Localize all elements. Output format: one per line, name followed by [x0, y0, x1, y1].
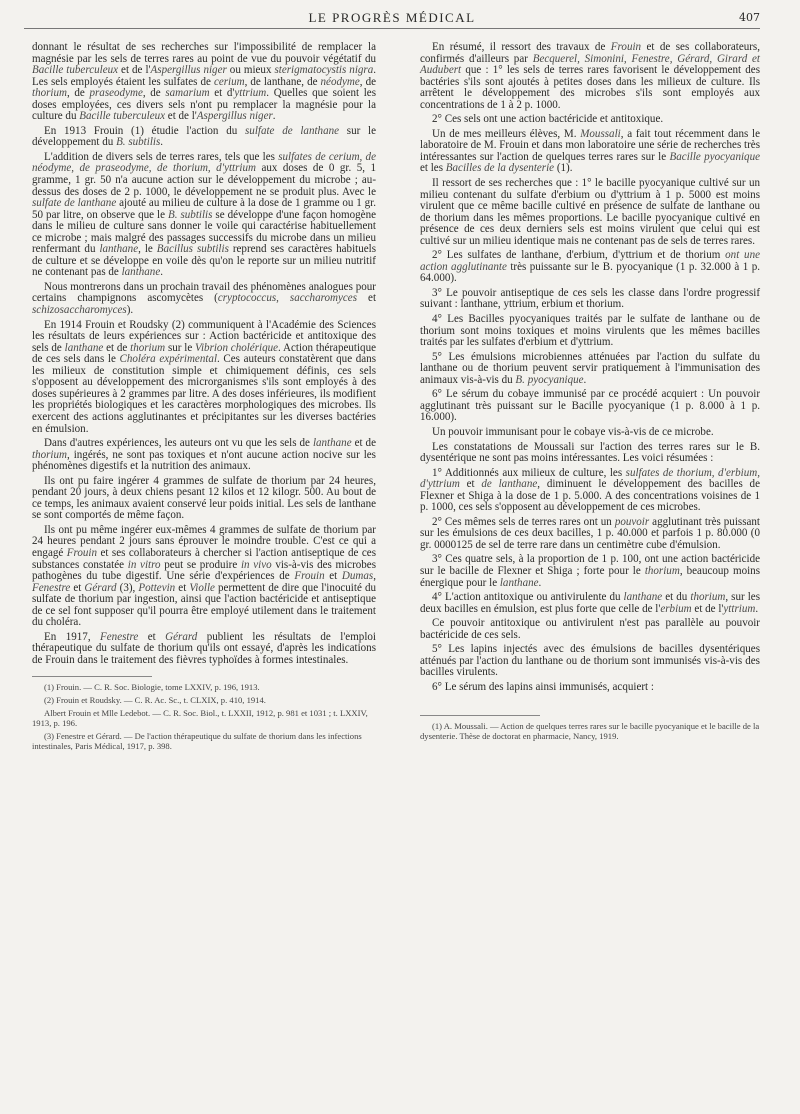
paragraph: Un de mes meilleurs élèves, M. Moussali, a fait tout récemment dans le laboratoire de M. Frouin et dans mon laboratoire une série de recherches très intéressantes sur l'action de quelques terres rares sur le Bacille pyocyanique et les Bacilles de la dysenterie (1). — [420, 127, 760, 175]
footnote: Albert Frouin et Mlle Ledebot. — C. R. Soc. Biol., t. LXXII, 1912, p. 981 et 1031 ; t. LXXIV, 1913, p. 196. — [32, 708, 368, 729]
footnote: (1) Frouin. — C. R. Soc. Biologie, tome LXXIV, p. 196, 1913. — [44, 682, 260, 693]
paragraph: 5° Les émulsions microbiennes atténuées par l'action du sulfate du lanthane ou de thorium peuvent servir pratiquement à l'immunisation des animaux vis-à-vis du B. pyocyanique. — [420, 350, 760, 386]
footnote: (2) Frouin et Roudsky. — C. R. Ac. Sc., t. CLXIX, p. 410, 1914. — [44, 695, 266, 706]
footnote-divider — [32, 676, 152, 677]
paragraph: 2° Ces sels ont une action bactéricide et antitoxique. — [432, 113, 664, 126]
journal-title: LE PROGRÈS MÉDICAL — [308, 10, 476, 25]
running-header — [24, 8, 760, 29]
paragraph: Les constatations de Moussali sur l'action des terres rares sur le B. dysentérique ne sont pas moins intéressantes. Les voici résumées : — [420, 440, 760, 465]
paragraph: Nous montrerons dans un prochain travail des phénomènes analogues pour certains champignons ascomycètes (cryptococcus, saccharomyces et schizosaccharomyces). — [32, 280, 377, 317]
paragraph: Un pouvoir immunisant pour le cobaye vis-à-vis de ce microbe. — [432, 425, 714, 438]
right-column — [420, 42, 760, 744]
paragraph: 6° Le sérum du cobaye immunisé par ce procédé acquiert : Un pouvoir agglutinant très puissant sur le Bacille pyocyanique (1 p. 8.000 à 1 p. 16.000). — [420, 388, 760, 424]
paragraph: 2° Ces mêmes sels de terres rares ont un pouvoir agglutinant très puissant sur les émulsions de ces deux bacilles, 1 p. 40.000 et parfois 1 p. 80.000 (0 gr. 0000125 de sel de terre rare dans un centimètre cube d'émulsion. — [420, 515, 760, 551]
footnote: (3) Fenestre et Gérard. — De l'action thérapeutique du sulfate de thorium dans les infections intestinales, Paris Médical, 1917, p. 398. — [32, 731, 362, 752]
paragraph: 4° Les Bacilles pyocyaniques traités par le sulfate de lanthane ou de thorium sont moins toxiques et moins virulents que les mêmes bacilles traités par les sulfates d'erbium et d'yttrium. — [420, 313, 760, 349]
footnote: (1) A. Moussali. — Action de quelques terres rares sur le bacille pyocyanique et le bacille de la dysenterie. Thèse de doctorat en pharmacie, Nancy, 1919. — [420, 721, 760, 742]
paragraph: 5° Les lapins injectés avec des émulsions de bacilles dysentériques atténués par l'action du lanthane ou de thorium sont immunisés vis-à-vis des bacilles virulents. — [420, 643, 760, 679]
page-number: 407 — [739, 11, 760, 24]
paragraph: 3° Le pouvoir antiseptique de ces sels les classe dans l'ordre progressif suivant : lanthane, yttrium, erbium et thorium. — [420, 286, 760, 311]
paragraph: 1° Additionnés aux milieux de culture, les sulfates de thorium, d'erbium, d'yttrium et de lanthane, diminuent le développement des bacilles de Flexner et Shiga à la dose de 1 p. 5.000. A des concentrations voisines de 1 p. 1000, ces sels s'opposent au développement de ces microbes. — [420, 466, 760, 514]
paragraph: 6° Le sérum des lapins ainsi immunisés, acquiert : — [432, 680, 654, 693]
paragraph: donnant le résultat de ses recherches sur l'impossibilité de remplacer la magnésie par les sels de terres rares au point de vue du pouvoir végétatif du Bacille tuberculeux et de l'Aspergillus niger ou mieux sterigmatocystis nigra. Les sels employés étaient les sulfates de cerium, de lanthane, de néodyme, de thorium, de praseodyme, de samarium et d'yttrium. Quelles que soient les doses employées, ces divers sels n'ont pu remplacer la magnésie pour la culture du Bacille tuberculeux et de l'Aspergillus niger. — [32, 41, 377, 123]
paragraph: Il ressort de ses recherches que : 1° le bacille pyocyanique cultivé sur un milieu contenant du sulfate d'erbium ou d'yttrium à 1 p. 5000 est moins virulent que ce même bacille cultivé en présence de sulfate de lanthane ou de thorium dans les mêmes proportions. Le bacille pyocyanique cultivé en présence de ces deux derniers sels est moins virulent que celui qui est cultivé sur un milieu identique mais ne contenant pas de sels de terres rares. — [420, 177, 760, 247]
paragraph: 3° Ces quatre sels, à la proportion de 1 p. 100, ont une action bactéricide sur le bacille de Flexner et Shiga ; forte pour le thorium, beaucoup moins énergique pour le lanthane. — [420, 553, 760, 589]
paragraph: En 1913 Frouin (1) étudie l'action du sulfate de lanthane sur le développement du B. subtilis. — [32, 124, 376, 149]
paragraph: En 1914 Frouin et Roudsky (2) communiquent à l'Académie des Sciences les résultats de leurs expériences sur : Action bactéricide et antitoxique des sels de lanthane et de thorium sur le Vibrion cholérique. Action thérapeutique de ces sels dans le Choléra expérimental. Ces auteurs constatèrent que dans les milieux de constitution simple et chimiquement définis, ces sels s'opposent au développement des microrganismes s'ils sont employés à des doses supérieures à 2 grammes par litre. A des doses inférieures, ils modifient les propriétés biologiques et les caractères morphologiques des microbes. Ils exercent des actions agglutinantes et précipitantes sur les diverses bactéries en émulsion. — [32, 318, 377, 435]
paragraph: 4° L'action antitoxique ou antivirulente du lanthane et du thorium, sur les deux bacilles en émulsion, est plus forte que celle de l'erbium et de l'yttrium. — [420, 591, 760, 615]
paragraph: 2° Les sulfates de lanthane, d'erbium, d'yttrium et de thorium ont une action agglutinante très puissante sur le B. pyocyanique (1 p. 32.000 à 1 p. 64.000). — [420, 249, 760, 285]
paragraph: Ce pouvoir antitoxique ou antivirulent n'est pas parallèle au pouvoir bactéricide de ces sels. — [420, 617, 760, 641]
paragraph: En résumé, il ressort des travaux de Frouin et de ses collaborateurs, confirmés d'ailleurs par Becquerel, Simonini, Fenestre, Gérard, Girard et Audubert que : 1° les sels de terres rares favorisent le développement des bactéries s'ils sont ajoutés à petites doses dans les milieux de culture. Ils arrêtent le développement des microbes s'ils sont employés aux concentrations de 1 à 2 p. 1000. — [420, 41, 760, 111]
paragraph: Dans d'autres expériences, les auteurs ont vu que les sels de lanthane et de thorium, ingérés, ne sont pas toxiques et n'ont aucune action nocive sur les phénomènes digestifs et la nutrition des animaux. — [32, 437, 376, 473]
paragraph: L'addition de divers sels de terres rares, tels que les sulfates de cerium, de néodyme, de praseodyme, de thorium, d'yttrium aux doses de 0 gr. 5, 1 gramme, 1 gr. 50 n'a aucune action sur le développement du microbe ; au-dessus des doses de 2 p. 1000, le développement ne se produit plus. Avec le sulfate de lanthane ajouté au milieu de culture à la dose de 1 gramme ou 1 gr. 50 par litre, on observe que le B. subtilis se développe d'une façon homogène dans le milieu de culture sans donner le voile qui caractérise habituellement ce microbe ; mais malgré des passages successifs du microbe dans un milieu renfermant du lanthane, le Bacillus subtilis reprend ses caractères habituels de culture et se développe en voile dès qu'on le reporte sur un milieu nutritif ne contenant pas de lanthane. — [32, 150, 377, 279]
paragraph: Ils ont pu faire ingérer 4 grammes de sulfate de thorium par 24 heures, pendant 20 jours, à deux chiens pesant 12 kilos et 12 kilogr. 500. Au bout de ce temps, les animaux avaient conservé leur poids initial. Les sels de lanthane se sont comportés de même façon. — [32, 474, 376, 522]
paragraph: En 1917, Fenestre et Gérard publient les résultats de l'emploi thérapeutique du sulfate de thorium qu'ils ont essayé, d'après les indications de Frouin dans le traitement des fièvres typhoïdes à formes intestinales. — [32, 630, 376, 666]
left-column — [32, 42, 376, 754]
footnote-divider — [420, 715, 540, 716]
paragraph: Ils ont pu même ingérer eux-mêmes 4 grammes de sulfate de thorium par 24 heures pendant 2 jours sans éprouver le moindre trouble. C'est ce qui a engagé Frouin et ses collaborateurs à chercher si l'action antiseptique de ces substances constatée in vitro peut se produire in vivo vis-à-vis des microbes pathogènes du tube digestif. Une série d'expériences de Frouin et Dumas, Fenestre et Gérard (3), Pottevin et Violle permettent de dire que l'inocuité du sulfate de thorium par ingestion, ainsi que l'action bactéricide et antiseptique de ce sel font supposer qu'il pourra être employé utilement dans le traitement du choléra. — [32, 523, 376, 629]
